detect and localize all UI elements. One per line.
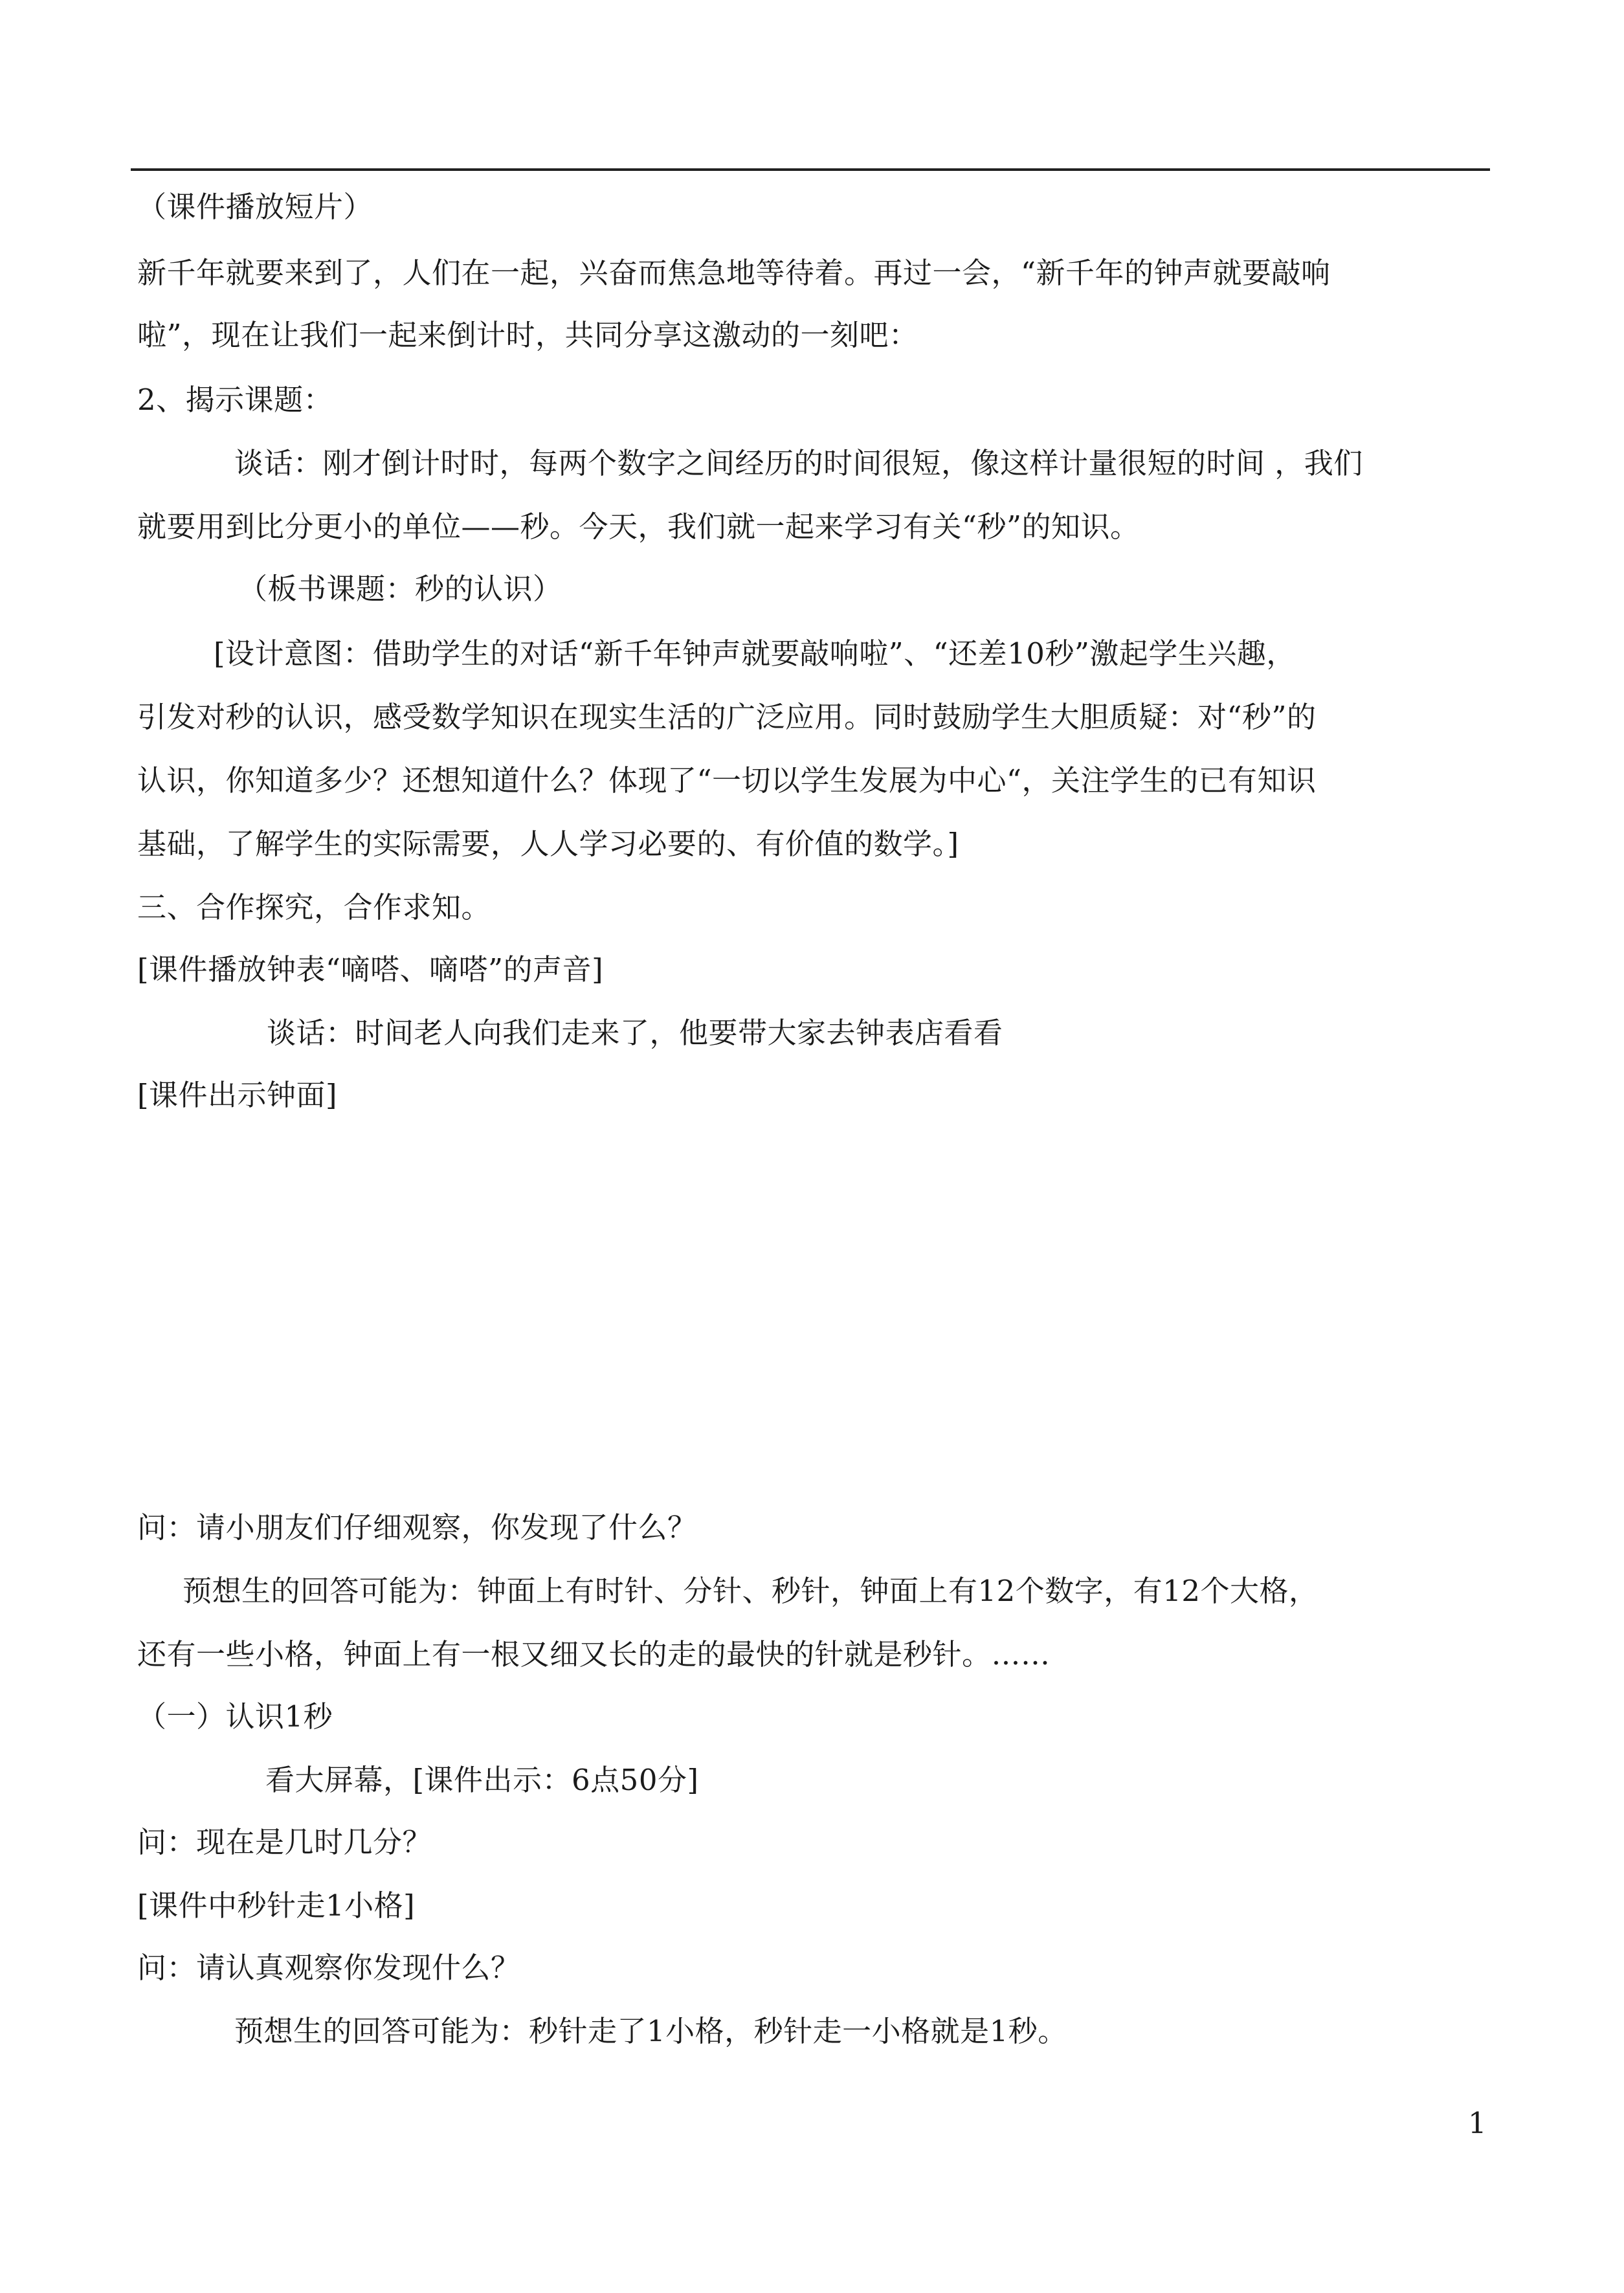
section-heading: （一）认识1秒 <box>137 1699 333 1734</box>
text-line: 基础，了解学生的实际需要，人人学习必要的、有价值的数学。] <box>137 827 959 861</box>
text-line: [课件出示钟面] <box>137 1078 338 1112</box>
text-line: 还有一些小格，钟面上有一根又细又长的走的最快的针就是秒针。…… <box>137 1637 1051 1672</box>
text-line: 认识，你知道多少？还想知道什么？体现了“一切以学生发展为中心“，关注学生的已有知识 <box>137 763 1317 798</box>
text-line: 问：现在是几时几分？ <box>137 1825 432 1859</box>
text-line: 谈话：时间老人向我们走来了，他要带大家去钟表店看看 <box>267 1016 1003 1050</box>
text-line: [课件播放钟表“嘀嗒、嘀嗒”的声音] <box>137 952 604 987</box>
section-heading: 三、合作探究，合作求知。 <box>137 890 491 924</box>
section-heading: 2、揭示课题： <box>137 383 333 417</box>
header-rule <box>131 168 1490 171</box>
text-line: 啦”，现在让我们一起来倒计时，共同分享这激动的一刻吧： <box>137 318 918 352</box>
text-line: 引发对秒的认识，感受数学知识在现实生活的广泛应用。同时鼓励学生大胆质疑：对“秒”的 <box>137 700 1317 734</box>
text-line: 新千年就要来到了，人们在一起，兴奋而焦急地等待着。再过一会，“新千年的钟声就要敲响 <box>137 256 1331 290</box>
text-line: 问：请小朋友们仔细观察，你发现了什么？ <box>137 1510 697 1545</box>
text-line: 预想生的回答可能为：秒针走了1小格，秒针走一小格就是1秒。 <box>234 2014 1067 2048</box>
text-line: 谈话：刚才倒计时时，每两个数字之间经历的时间很短，像这样计量很短的时间 ，我们 <box>234 446 1363 480</box>
text-line: 问：请认真观察你发现什么？ <box>137 1951 520 1985</box>
page-number: 1 <box>1468 2106 1487 2140</box>
text-line: 就要用到比分更小的单位——秒。今天，我们就一起来学习有关“秒”的知识。 <box>137 509 1140 544</box>
text-line: 预想生的回答可能为：钟面上有时针、分针、秒针，钟面上有12个数字，有12个大格， <box>183 1574 1318 1608</box>
text-line: （课件播放短片） <box>137 190 373 224</box>
text-line: 看大屏幕，[课件出示：6点50分] <box>265 1763 699 1797</box>
text-line: （板书课题：秒的认识） <box>238 572 562 606</box>
text-line: [课件中秒针走1小格] <box>137 1888 416 1923</box>
text-line: [设计意图：借助学生的对话“新千年钟声就要敲响啦”、“还差10秒”激起学生兴趣， <box>214 636 1296 671</box>
